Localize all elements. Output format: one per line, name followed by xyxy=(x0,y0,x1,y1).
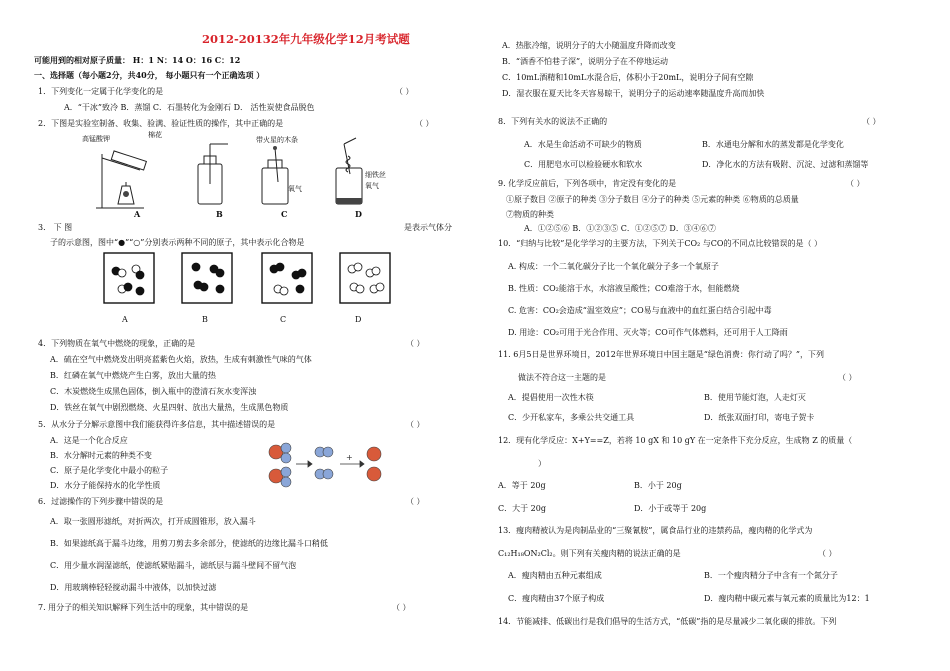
question-12-option-c: C．大于 20g xyxy=(498,504,546,513)
molecule-boxes xyxy=(102,251,392,309)
question-11-option-a: A．提倡使用一次性木筷 xyxy=(508,393,594,402)
question-4-option-b: B．红磷在氧气中燃烧产生白雾，放出大量的热 xyxy=(50,371,216,380)
question-2: 2．下图是实验室制备、收集、验满、验证性质的操作，其中正确的是 xyxy=(38,119,284,128)
water-decomposition-diagram xyxy=(262,438,392,490)
question-4-option-d: D．铁丝在氧气中剧烈燃烧、火星四射、放出大量热，生成黑色物质 xyxy=(50,403,289,412)
section-heading: 一、选择题（每小题2分，共40分， 每小题只有一个正确选项 ） xyxy=(34,70,265,80)
molecule-label-a: A xyxy=(122,315,128,324)
label-cotton: 棉花 xyxy=(148,131,162,139)
question-6-option-b: B．如果滤纸高于漏斗边缘，用剪刀剪去多余部分，使滤纸的边缘比漏斗口稍低 xyxy=(50,539,328,548)
question-13-option-d: D．瘦肉精中碳元素与氧元素的质量比为12：1 xyxy=(704,594,870,603)
answer-paren-12: ） xyxy=(538,459,546,468)
answer-paren-2: （ ） xyxy=(415,119,434,128)
label-glowing-stick: 带火星的木条 xyxy=(256,136,298,144)
question-9-options: A．①②⑤⑥ B．①②③⑤ C．①②⑤⑦ D．③④⑥⑦ xyxy=(524,224,716,233)
question-3-line2: 子的示意图，图中“●”“○”分别表示两种不同的原子，其中表示化合物是 xyxy=(50,238,305,247)
question-11-option-c: C．少开私家车，多乘公共交通工具 xyxy=(508,413,635,422)
question-8-option-d: D．净化水的方法有吸附、沉淀、过滤和蒸馏等 xyxy=(702,160,869,169)
question-13-option-a: A．瘦肉精由五种元素组成 xyxy=(508,571,602,580)
question-11: 11. 6月5日是世界环境日，2012年世界环境日中国主题是“绿色消费：你行动了吗？”，下列 xyxy=(498,350,824,359)
answer-paren-4: （ ） xyxy=(406,339,425,348)
molecule-label-c: C xyxy=(280,315,287,324)
molecule-label-b: B xyxy=(202,315,208,324)
question-12-option-a: A．等于 20g xyxy=(498,481,546,490)
answer-paren-1: （ ） xyxy=(395,87,414,96)
question-4-option-a: A．硫在空气中燃烧发出明亮蓝紫色火焰，放热，生成有刺激性气味的气体 xyxy=(50,355,312,364)
page-title: 2012-20132年九年级化学12月考试题 xyxy=(202,32,410,46)
apparatus-label-c: C xyxy=(281,209,288,219)
question-5-option-d: D．水分子能保持水的化学性质 xyxy=(50,481,161,490)
question-12-option-d: D．小于或等于 20g xyxy=(634,504,707,513)
question-13-option-b: B．一个瘦肉精分子中含有一个氮分子 xyxy=(704,571,838,580)
question-10-option-a: A. 构成：一个二氧化碳分子比一个氧化碳分子多一个氧原子 xyxy=(508,262,719,271)
molecule-label-d: D xyxy=(355,315,362,324)
svg-text:+: + xyxy=(346,453,353,462)
question-11-option-b: B．使用节能灯泡，人走灯灭 xyxy=(704,393,806,402)
label-oxygen-d: 氧气 xyxy=(365,182,379,190)
question-6-option-a: A．取一张圆形滤纸，对折两次，打开成圆锥形，放入漏斗 xyxy=(50,517,256,526)
question-10-option-b: B. 性质：CO₂能溶于水，水溶液呈酸性；CO难溶于水，但能燃烧 xyxy=(508,284,740,293)
question-6-option-d: D．用玻璃棒轻轻搅动漏斗中液体，以加快过滤 xyxy=(50,583,217,592)
question-9-items: ①原子数目 ②原子的种类 ③分子数目 ④分子的种类 ⑤元素的种类 ⑥物质的总质量 xyxy=(506,195,799,204)
question-9: 9. 化学反应前后，下列各项中，肯定没有变化的是 xyxy=(498,179,677,188)
question-3-right: 是表示气体分 xyxy=(404,223,452,232)
label-oxygen-c: 氧气 xyxy=(288,185,302,193)
question-9-items-2: ⑦物质的种类 xyxy=(506,210,554,219)
label-iron-wire: 细铁丝 xyxy=(365,171,386,179)
question-5-option-c: C．原子是化学变化中最小的粒子 xyxy=(50,466,169,475)
apparatus-figure xyxy=(82,131,382,220)
label-potassium-permanganate: 高锰酸钾 xyxy=(82,135,110,143)
atomic-masses: 可能用到的相对原子质量： H：1 N：14 O：16 C：12 xyxy=(34,55,241,65)
question-1-options: A．“干冰”致冷 B．蒸馏 C．石墨转化为金刚石 D． 活性炭使食品脱色 xyxy=(64,103,315,112)
question-11-option-d: D．纸张双面打印，寄电子贺卡 xyxy=(704,413,815,422)
apparatus-label-a: A xyxy=(134,209,141,219)
answer-paren-13: （ ） xyxy=(818,549,837,558)
answer-paren-11: （ ） xyxy=(838,373,857,382)
question-8-option-b: B．水通电分解和水的蒸发都是化学变化 xyxy=(702,140,844,149)
question-5-option-b: B．水分解时元素的种类不变 xyxy=(50,451,152,460)
question-12-option-b: B．小于 20g xyxy=(634,481,682,490)
question-3: 3． 下 图 xyxy=(38,223,73,232)
question-12: 12．现有化学反应：X+Y==Z，若将 10 gX 和 10 gY 在一定条件下充分反应，生成物 Z 的质量（ xyxy=(498,436,853,445)
question-5: 5．从水分子分解示意图中我们能获得许多信息，其中描述错误的是 xyxy=(38,420,276,429)
question-5-option-a: A．这是一个化合反应 xyxy=(50,436,128,445)
question-7-option-a: A．热胀冷缩，说明分子的大小随温度升降而改变 xyxy=(502,41,676,50)
question-4-option-c: C．木炭燃烧生成黑色固体，倒入瓶中的澄清石灰水变浑浊 xyxy=(50,387,257,396)
question-10-option-c: C. 危害：CO₂会造成“温室效应”；CO易与血液中的血红蛋白结合引起中毒 xyxy=(508,306,772,315)
question-1: 1．下列变化一定属于化学变化的是 xyxy=(38,87,164,96)
question-8: 8．下列有关水的说法不正确的 xyxy=(498,117,608,126)
question-7: 7. 用分子的相关知识解释下列生活中的现象，其中错误的是 xyxy=(38,603,249,612)
question-10: 10．“归纳与比较”是化学学习的主要方法，下列关于CO₂ 与CO的不同点比较错误的是（ ） xyxy=(498,239,823,248)
answer-paren-8: （ ） xyxy=(862,117,881,126)
question-10-option-d: D. 用途：CO₂可用于光合作用、灭火等；CO可作气体燃料，还可用于人工降雨 xyxy=(508,328,788,337)
answer-paren-9: （ ） xyxy=(846,179,865,188)
question-14: 14．节能减排、低碳出行是我们倡导的生活方式，“低碳”指的是尽量减少二氧化碳的排放。下列 xyxy=(498,617,837,626)
apparatus-label-d: D xyxy=(355,209,362,219)
question-8-option-a: A．水是生命活动不可缺少的物质 xyxy=(524,140,642,149)
question-7-option-b: B．“酒香不怕巷子深”，说明分子在不停地运动 xyxy=(502,57,669,66)
question-13-line2: C₁₂H₁₈ON₂Cl₂。则下列有关瘦肉精的说法正确的是 xyxy=(498,549,681,558)
question-4: 4．下列物质在氧气中燃烧的现象，正确的是 xyxy=(38,339,196,348)
question-8-option-c: C．用肥皂水可以检验硬水和软水 xyxy=(524,160,643,169)
answer-paren-5: （ ） xyxy=(406,420,425,429)
answer-paren-6: （ ） xyxy=(406,497,425,506)
question-11-line2: 做法不符合这一主题的是 xyxy=(518,373,606,382)
apparatus-label-b: B xyxy=(216,209,223,219)
question-7-option-d: D．湿衣服在夏天比冬天容易晾干，说明分子的运动速率随温度升高而加快 xyxy=(502,89,765,98)
question-6-option-c: C．用少量水润湿滤纸，使滤纸紧贴漏斗，滤纸层与漏斗壁间不留气泡 xyxy=(50,561,297,570)
question-6: 6．过滤操作的下列步骤中错误的是 xyxy=(38,497,164,506)
question-7-option-c: C．10mL酒精和10mL水混合后，体积小于20mL，说明分子间有空隙 xyxy=(502,73,754,82)
question-13-option-c: C．瘦肉精由37个原子构成 xyxy=(508,594,605,603)
question-13: 13．瘦肉精被认为是肉制品业的“三聚氰胺”，属食品行业的违禁药品，瘦肉精的化学式为 xyxy=(498,526,813,535)
answer-paren-7: （ ） xyxy=(392,603,411,612)
